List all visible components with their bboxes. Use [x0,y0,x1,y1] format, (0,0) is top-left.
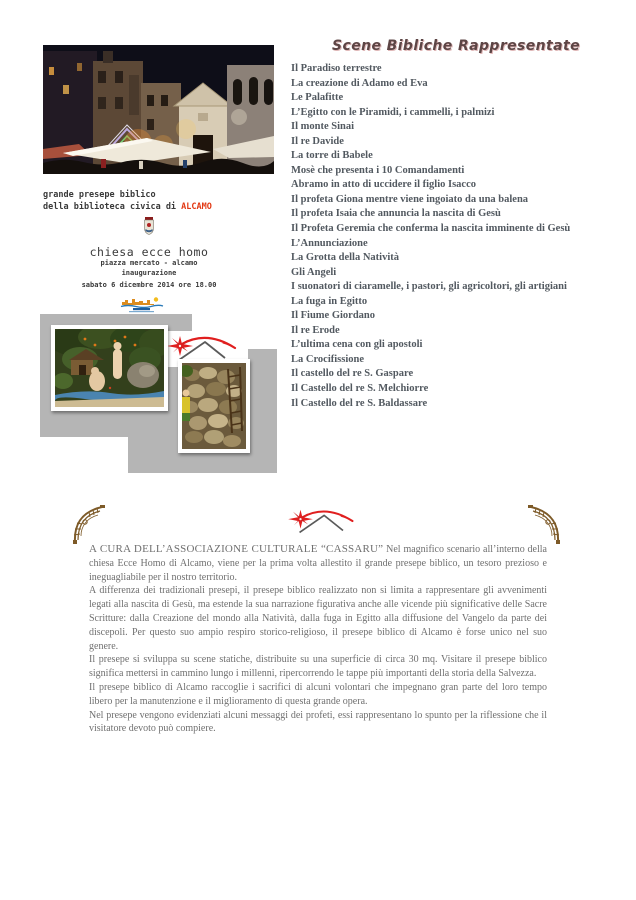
crest-row [43,217,255,236]
scene-list-item: Il Profeta Geremia che conferma la nascita imminente di Gesù [291,223,571,235]
scene-list-item: Gli Angeli [291,266,337,278]
main-photo [43,45,274,174]
scene-list-item: L’ultima cena con gli apostoli [291,339,423,351]
page-title: Scene Bibliche Rappresentate [332,38,580,54]
library-label: della biblioteca civica di [43,201,182,212]
scene-list-item: Il Paradiso terrestre [291,63,382,74]
corner-flourish-icon-left [72,502,106,546]
scene-list-item: La Crocifissione [291,353,365,365]
collage-photo-eden [51,325,168,411]
city-crest-icon [143,217,155,236]
scene-list-item: Il monte Sinai [291,121,355,133]
comet-star-icon-center [288,505,364,539]
city-logo-icon [120,296,164,313]
scene-list-item: Il re Davide [291,135,344,147]
paragraph: A differenza dei tradizionali presepi, il presepe biblico realizzato non si limita a rappresentare gli avvenimenti legati alla nascita di Gesù, ma estende la sua narrazione figurativa anche alle vicende più significative delle Sacre Scritture: dalla Creazione del mondo alla Natività, dalla fuga in Egitto alla diffusione del Vangelo da parte dei discepoli. Per questo suo ampio respiro storico-religioso, il presepe biblico di Alcamo è forse unico nel suo genere. [89,585,547,652]
body-text [89,543,547,736]
paragraph-intro-text: Nel magnifico scenario all’interno della chiesa Ecce Homo di Alcamo, viene per la prima volta allestito il grande presepe biblico, un tesoro prezioso e ineguagliabile per il nostro territorio. [89,544,547,583]
corner-flourish-icon-right [527,502,561,546]
event-label: inaugurazione [121,268,177,277]
scene-list-item: Il re Erode [291,324,340,336]
scene-list-item: La creazione di Adamo ed Eva [291,77,428,89]
scene-list-item: Il profeta Isaia che annuncia la nascita di Gesù [291,208,501,220]
scene-list-item: Mosè che presenta i 10 Comandamenti [291,164,465,176]
scene-list-item: Le Palafitte [291,92,344,104]
collage-photo-rocks [178,359,250,453]
venue-name: chiesa ecce homo [89,245,209,259]
event-line-2 [43,202,255,214]
scene-list-item: Abramo in atto di uccidere il figlio Isacco [291,179,476,191]
scene-list-item: Il Fiume Giordano [291,310,376,322]
scene-list-item: Il Castello del re S. Melchiorre [291,383,429,395]
scene-list-item: Il Castello del re S. Baldassare [291,397,428,409]
scene-list-item: Il castello del re S. Gaspare [291,368,414,380]
scene-list-item: I suonatori di ciaramelle, i pastori, gli agricoltori, gli artigiani [291,281,567,293]
scene-list-item: La fuga in Egitto [291,295,368,307]
scene-list [291,62,570,411]
paragraph: Il presepe biblico di Alcamo raccoglie i sacrifici di alcuni volontari che impegnano gran parte del loro tempo libero per la manutenzione e il miglioramento di questa grande opera. [89,681,547,707]
scene-list-item: La torre di Babele [291,150,373,162]
scene-list-item: L’Annunciazione [291,237,368,249]
paragraph: Nel presepe vengono evidenziati alcuni messaggi dei profeti, essi rappresentano lo spunto per la riflessione che il visitatore devoto può compiere. [89,709,547,735]
scene-list-item: Il profeta Giona mentre viene ingoiato da una balena [291,193,529,205]
event-info-block [43,190,255,291]
lead-in: A CURA DELL’ASSOCIAZIONE CULTURALE “CASSARU” [89,543,384,555]
venue-address: piazza mercato - alcamo [100,259,198,267]
paragraph-intro [89,543,547,584]
city-name: ALCAMO [181,201,212,212]
scene-list-item: L’Egitto con le Piramidi, i cammelli, i palmizi [291,106,495,118]
paragraph: Il presepe si sviluppa su scene statiche, distribuite su una superficie di circa 30 mq. Visitare il presepe biblico significa mettersi in cammino lungo i millenni, ripercorrendo le tappe più importanti della storia della Salvezza. [89,654,547,680]
event-line-1: grande presepe biblico [43,190,156,200]
night-piazza-photo [43,45,274,174]
scene-list-item: La Grotta della Natività [291,252,400,264]
event-datetime: sabato 6 dicembre 2014 ore 18.00 [81,281,217,289]
